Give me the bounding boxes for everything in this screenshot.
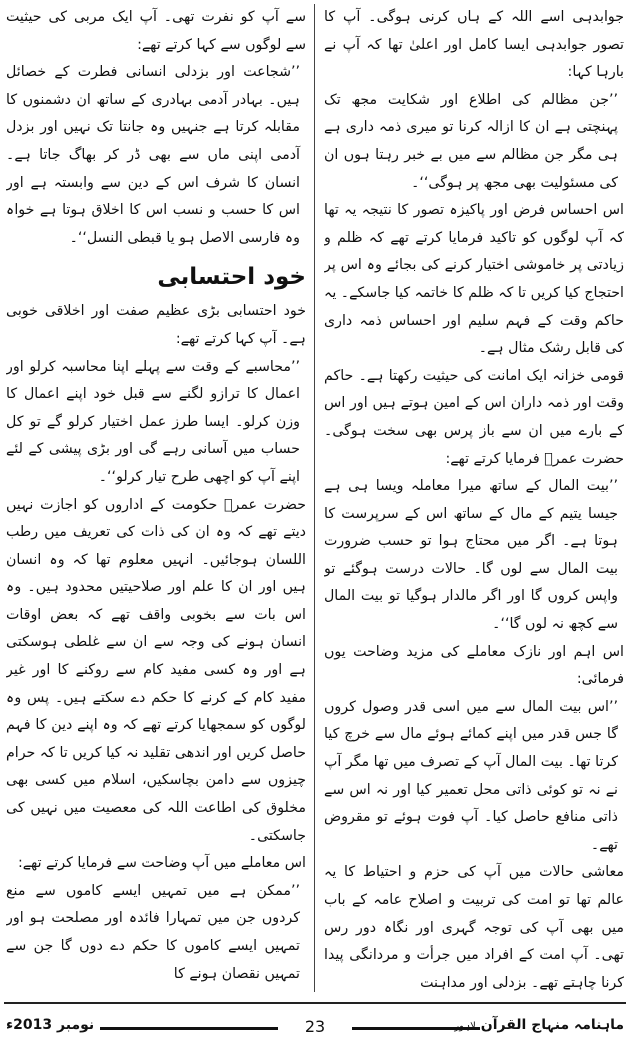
paragraph: قومی خزانہ ایک امانت کی حیثیت رکھتا ہے۔ حاکم وقت اور ذمہ داران اس کے امین ہوتے ہیں اور اس کے بارے میں ان سے باز پرس بھی سخت ہوگی۔ حضرت عمرؓ فرمایا کرتے تھے: — [324, 367, 624, 467]
paragraph: اس معاملے میں آپ وضاحت سے فرمایا کرتے تھے: — [17, 855, 306, 872]
left-column — [6, 4, 306, 992]
paragraph: معاشی حالات میں آپ کی حزم و احتیاط کا یہ عالم تھا تو امت کی تربیت و اصلاح عامہ کے باب میں بھی آپ کی توجہ گہری اور نگاہ دور رس تھی۔ آپ امت کے افراد میں جرأت و مردانگی پیدا کرنا چاہتے تھے۔ بزدلی اور مداہنت — [324, 864, 624, 991]
paragraph: اس اہم اور نازک معاملے کی مزید وضاحت یوں فرمائی: — [324, 643, 624, 688]
quote: ’’شجاعت اور بزدلی انسانی فطرت کے خصائل ہیں۔ بہادر آدمی بہادری کے ساتھ ان دشمنوں کا مقابلہ کرتا ہے جنہیں وہ جانتا تک نہیں اور بزدل آدمی اپنی ماں سے بھی ڈر کر بھاگ جاتا ہے۔ انسان کا شرف اس کے دین سے وابستہ ہے اور اس کا حسب و نسب اس کا اخلاق ہوتا ہے خواہ وہ فارسی الاصل ہو یا قبطی النسل‘‘۔ — [6, 64, 300, 246]
magazine-title: ماہنامہ منہاج القرآن — [480, 1017, 624, 1033]
footer-rule — [4, 1002, 626, 1004]
footer-bar — [100, 1027, 278, 1030]
quote: ’’محاسبے کے وقت سے پہلے اپنا محاسبہ کرلو اور اعمال کا ترازو لگنے سے قبل خود اپنے اعمال کا وزن کرلو۔ ایسا طرز عمل اختیار کرلو گے تو کل حساب میں آسانی رہے گی اور بڑی پیشی کے لئے اپنے آپ کو اچھی طرح تیار کرلو‘‘۔ — [6, 358, 300, 485]
paragraph: جوابدہی اسے اللہ کے ہاں کرنی ہوگی۔ آپ کا تصور جوابدہی ایسا کامل اور اعلیٰ تھا کہ آپ نے بارہا کہا: — [324, 9, 624, 81]
quote: ’’اس بیت المال سے میں اسی قدر وصول کروں گا جس قدر میں اپنے کمائے ہوئے مال سے خرچ کیا کرتا تھا۔ بیت المال آپ کے تصرف میں تھا مگر آپ نے نہ تو کوئی ذاتی محل تعمیر کیا اور نہ اس سے ذاتی منافع حاصل کیا۔ آپ فوت ہوئے تو مقروض تھے۔ — [324, 698, 618, 853]
paragraph: اس احساس فرض اور پاکیزہ تصور کا نتیجہ یہ تھا کہ آپ لوگوں کو تاکید فرمایا کرتے تھے کہ ظلم و زیادتی پر خاموشی اختیار کرنے کی بجائے وہ اس پر احتجاج کیا کریں تا کہ ظلم کا خاتمہ کیا جاسکے۔ یہ حاکم وقت کے فہم سلیم اور احساس ذمہ داری کی قابل رشک مثال ہے۔ — [324, 202, 624, 357]
section-heading: خود احتسابی — [157, 264, 306, 291]
magazine-name — [454, 1017, 624, 1033]
right-column — [324, 4, 624, 992]
paragraph: سے آپ کو نفرت تھی۔ آپ ایک مربی کی حیثیت سے لوگوں سے کہا کرتے تھے: — [6, 9, 306, 53]
quote: ’’جن مظالم کی اطلاع اور شکایت مجھ تک پہنچتی ہے ان کا ازالہ کرنا تو میری ذمہ داری ہے ہی مگر جن مظالم سے میں بے خبر رہتا ہوں ان کی مسئولیت بھی مجھ پر ہوگی‘‘۔ — [324, 91, 618, 191]
issue-date: نومبر 2013ء — [6, 1017, 95, 1033]
quote: ’’بیت المال کے ساتھ میرا معاملہ ویسا ہی ہے جیسا یتیم کے مال کے ساتھ اس کے سرپرست کا ہوتا ہے۔ اگر میں محتاج ہوا تو حسب ضرورت بیت المال سے لوں گا۔ حالات درست ہوگئے تو واپس کروں گا اور اگر مالدار ہوگیا تو بیت المال سے کچھ نہ لوں گا‘‘۔ — [324, 478, 618, 633]
column-divider — [314, 4, 315, 992]
page-number: 23 — [304, 1017, 326, 1036]
quote: ’’ممکن ہے میں تمہیں ایسے کاموں سے منع کردوں جن میں تمہارا فائدہ اور مصلحت ہو اور تمہیں ایسے کاموں کا حکم دے دوں گا جن سے تمہیں نقصان ہونے کا — [6, 882, 300, 982]
paragraph: خود احتسابی بڑی عظیم صفت اور اخلاقی خوبی ہے۔ آپ کہا کرتے تھے: — [6, 303, 306, 347]
paragraph: حضرت عمرؓ حکومت کے اداروں کو اجازت نہیں دیتے تھے کہ وہ ان کی ذات کی تعریف میں رطب اللسان ہوجائیں۔ انہیں معلوم تھا کہ وہ انسان ہیں اور ان کا علم اور صلاحیتیں محدود ہیں۔ وہ اس بات سے بخوبی واقف تھے کہ بعض اوقات انسان ہونے کی وجہ سے ان سے غلطی ہوسکتی ہے اور وہ کسی مفید کام سے روکنے کا اور غیر مفید کام کے کرنے کا حکم دے سکتے ہیں۔ پس وہ لوگوں کو سمجھایا کرتے تھے کہ وہ اپنے دین کا فہم حاصل کریں اور اندھی تقلید نہ کیا کریں تا کہ حرام چیزوں سے دامن بچاسکیں، اسلام میں کسی بھی مخلوق کی اطاعت اللہ کی معصیت میں نہیں کی جاسکتی۔ — [6, 496, 306, 844]
footer-bar — [352, 1027, 480, 1030]
